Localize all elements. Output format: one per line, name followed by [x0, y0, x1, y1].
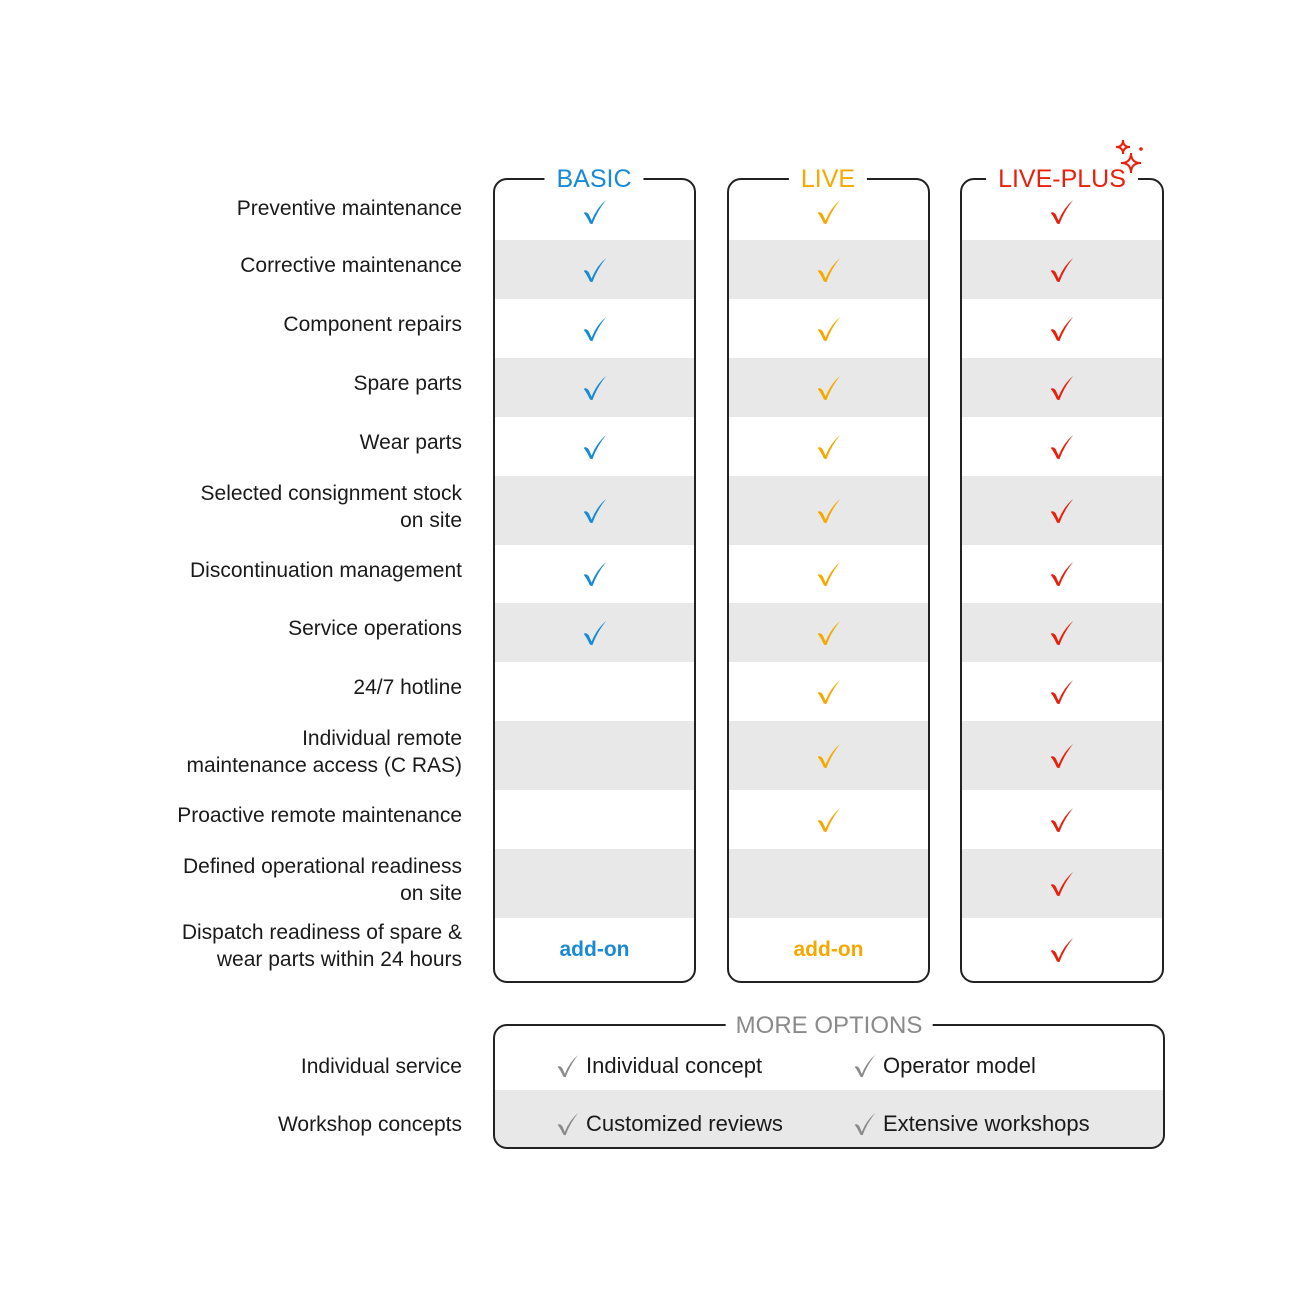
cell-live: [729, 476, 928, 545]
option-item-label: Customized reviews: [586, 1111, 783, 1136]
feature-label-text: [240, 252, 462, 279]
add-on-label: add-on: [793, 938, 864, 961]
cell-basic: [495, 184, 694, 240]
feature-label-line: Dispatch readiness of spare &: [181, 921, 462, 944]
feature-label-line: Preventive maintenance: [236, 196, 462, 220]
feature-label-line: wear parts within 24 hours: [216, 948, 462, 971]
sparkle-icon: [1110, 138, 1146, 183]
cell-live: [729, 545, 928, 603]
feature-label-line: Individual remote: [302, 726, 462, 750]
feature-label: [60, 236, 462, 295]
plan-title-basic: BASIC: [544, 162, 643, 196]
check-icon: [1049, 496, 1075, 526]
feature-label-line: Wear parts: [359, 431, 462, 454]
cell-live: [729, 790, 928, 849]
feature-label: [60, 295, 462, 354]
check-icon: [816, 677, 842, 707]
feature-label-line: Defined operational readiness: [182, 854, 462, 878]
feature-label-line: Proactive remote maintenance: [177, 804, 462, 827]
add-on-label: add-on: [559, 938, 630, 961]
check-icon: [582, 314, 608, 344]
option-row-label-text: Workshop concepts: [277, 1112, 462, 1136]
cell-basic: [495, 299, 694, 358]
cell-live_plus: [962, 417, 1162, 476]
cell-live_plus: [962, 545, 1162, 603]
cell-basic: [495, 918, 694, 982]
feature-label-line: 24/7 hotline: [353, 676, 462, 699]
check-icon: [582, 559, 608, 589]
check-icon: [816, 432, 842, 462]
option-row-label: [60, 1046, 462, 1086]
cell-live_plus: [962, 299, 1162, 358]
feature-label-text: [187, 725, 462, 779]
feature-label: [60, 717, 462, 786]
check-icon: [556, 1110, 580, 1138]
feature-label: [60, 541, 462, 599]
feature-label-text: [182, 919, 462, 973]
feature-label-text: [288, 615, 462, 642]
cell-live_plus: [962, 721, 1162, 790]
check-icon: [816, 496, 842, 526]
check-icon: [1049, 373, 1075, 403]
feature-label: [60, 914, 462, 978]
feature-label-text: [353, 674, 462, 701]
cell-live: [729, 240, 928, 299]
cell-live_plus: [962, 662, 1162, 721]
cell-live: [729, 721, 928, 790]
feature-label-text: [360, 429, 462, 456]
cell-live_plus: [962, 918, 1162, 982]
feature-label-text: [190, 557, 462, 584]
cell-live: [729, 299, 928, 358]
check-icon: [582, 255, 608, 285]
check-icon: [582, 618, 608, 648]
option-item: [853, 1046, 1036, 1086]
check-icon: [1049, 869, 1075, 899]
check-icon: [1049, 677, 1075, 707]
check-icon: [1049, 618, 1075, 648]
feature-label-line: maintenance access (C RAS): [186, 753, 462, 777]
option-item-label: Extensive workshops: [883, 1111, 1090, 1136]
check-icon: [582, 373, 608, 403]
feature-label-text: [353, 370, 462, 397]
option-item-label: Operator model: [883, 1053, 1036, 1078]
check-icon: [853, 1110, 877, 1138]
option-item-label: Individual concept: [586, 1053, 763, 1078]
check-icon: [816, 197, 842, 227]
option-row-label: [60, 1104, 462, 1144]
cell-basic: [495, 240, 694, 299]
plan-title-live: LIVE: [789, 162, 867, 196]
feature-label-line: on site: [400, 881, 462, 905]
feature-label-line: Service operations: [288, 617, 462, 640]
cell-live_plus: [962, 184, 1162, 240]
check-icon: [582, 496, 608, 526]
cell-basic: [495, 545, 694, 603]
feature-label: [60, 180, 462, 236]
check-icon: [816, 618, 842, 648]
feature-label-line: on site: [400, 508, 462, 532]
feature-label: [60, 658, 462, 717]
plan-title-live_plus: LIVE-PLUS: [986, 162, 1138, 196]
check-icon: [816, 255, 842, 285]
cell-basic: [495, 417, 694, 476]
cell-live: [729, 603, 928, 662]
more-options-title: MORE OPTIONS: [726, 1010, 933, 1042]
check-icon: [816, 559, 842, 589]
check-icon: [1049, 197, 1075, 227]
cell-live_plus: [962, 358, 1162, 417]
cell-live_plus: [962, 790, 1162, 849]
cell-basic: [495, 603, 694, 662]
feature-label-line: Corrective maintenance: [240, 254, 462, 277]
cell-live_plus: [962, 849, 1162, 918]
cell-live: [729, 358, 928, 417]
check-icon: [582, 432, 608, 462]
feature-label-text: [201, 480, 462, 534]
check-icon: [556, 1052, 580, 1080]
check-icon: [1049, 432, 1075, 462]
check-icon: [1049, 935, 1075, 965]
feature-label-text: [283, 311, 462, 338]
check-icon: [1049, 255, 1075, 285]
feature-label-line: Component repairs: [283, 313, 462, 336]
cell-live_plus: [962, 603, 1162, 662]
check-icon: [816, 805, 842, 835]
cell-live: [729, 918, 928, 982]
option-item: [556, 1046, 762, 1086]
option-item: [853, 1104, 1090, 1144]
feature-label: [60, 786, 462, 845]
cell-live: [729, 417, 928, 476]
check-icon: [1049, 314, 1075, 344]
feature-label-line: Spare parts: [353, 372, 462, 395]
cell-live_plus: [962, 476, 1162, 545]
feature-label: [60, 472, 462, 541]
feature-label-text: [237, 195, 462, 222]
cell-live_plus: [962, 240, 1162, 299]
option-row-label-text: Individual service: [300, 1054, 462, 1078]
feature-label: [60, 354, 462, 413]
feature-label-text: [183, 853, 462, 907]
cell-basic: [495, 358, 694, 417]
check-icon: [582, 197, 608, 227]
check-icon: [816, 373, 842, 403]
feature-label: [60, 845, 462, 914]
cell-live: [729, 662, 928, 721]
feature-label-line: Selected consignment stock: [200, 481, 462, 505]
check-icon: [816, 314, 842, 344]
check-icon: [853, 1052, 877, 1080]
feature-label: [60, 413, 462, 472]
feature-label-text: [177, 802, 462, 829]
cell-basic: [495, 476, 694, 545]
check-icon: [1049, 805, 1075, 835]
check-icon: [1049, 559, 1075, 589]
feature-label: [60, 599, 462, 658]
check-icon: [1049, 741, 1075, 771]
feature-label-line: Discontinuation management: [190, 558, 462, 582]
option-item: [556, 1104, 783, 1144]
check-icon: [816, 741, 842, 771]
cell-live: [729, 184, 928, 240]
